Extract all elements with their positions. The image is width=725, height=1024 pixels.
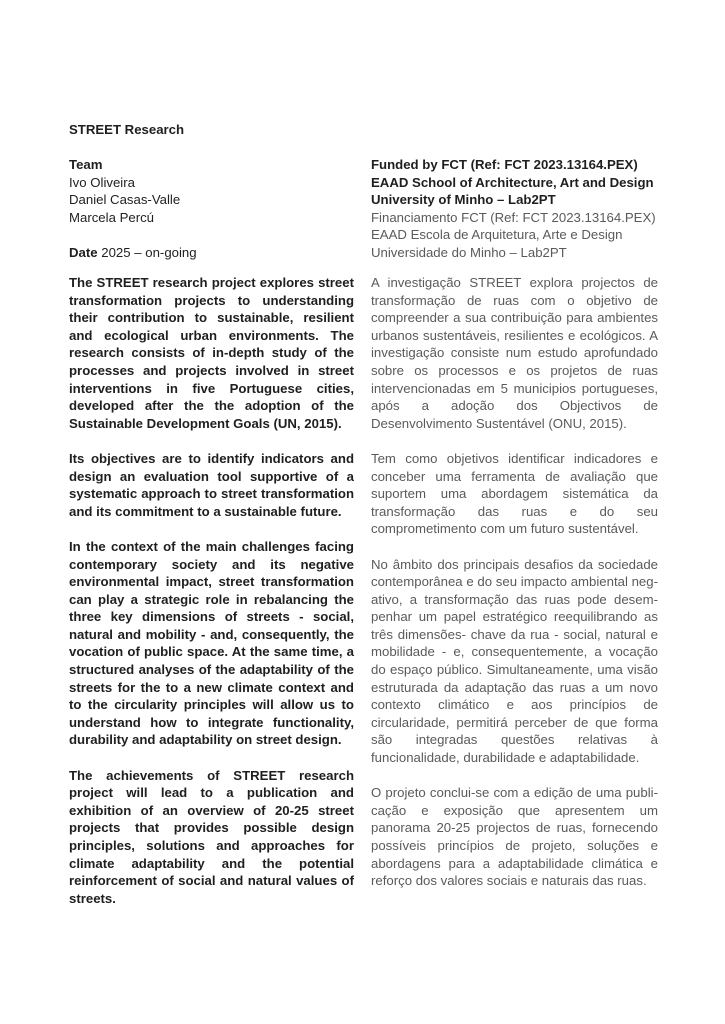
paragraph-pt-context: No âmbito dos principais desafios da sociedade contemporânea e do seu impacto ambiental negativo, a transformação das ruas pode desempenhar um papel estratégico reequilibrando as três dimensões- chave da rua - social, natural e mobilidade - e, consequentemente, a vocação do espaço público. Simultaneamente, uma visão estruturada da adaptação das ruas a um novo contexto climático e aos princípios de circularidade, permitirá perceber de que forma são integradas questões relativas à funcionalidade, durabilidade e adaptabilidade. [371,556,658,766]
funding-pt-line: EAAD Escola de Arquitetura, Arte e Design [371,227,623,243]
date-line [69,244,354,262]
paragraph-en-intro: The STREET research project explores street transformation projects to understanding their contribution to sustainable, resilient and ecological urban environments. The research consists of in-depth study of the processes and projects involved in street interventions in five Portuguese cities, developed after the the adoption of the Sustainable Development Goals (UN, 2015). [69,275,354,431]
body-english [69,274,354,925]
funding-en-line: EAAD School of Architecture, Art and Design [371,174,654,190]
team-member: Daniel Casas-Valle [69,192,181,208]
date-label: Date [69,245,98,261]
team-label: Team [69,157,103,173]
paragraph-pt-objectives: Tem como objetivos identificar indicadores e conceber uma ferramenta de avaliação que suportem uma abordagem sistemática da transformação das ruas e do seu comprometimento com um futuro sustentável. [371,450,658,537]
funding-en-line: University of Minho – Lab2PT [371,192,556,208]
paragraph-pt-achievements: O projeto conclui-se com a edição de uma publicação e exposição que apresentem um panorama 20-25 projectos de ruas, fornecendo possíveis princípios de projeto, soluções e abordagens para a adaptabilidade climática e reforço dos valores sociais e naturais das ruas. [371,785,658,889]
project-header [69,121,354,262]
funding-pt-line: Universidade do Minho – Lab2PT [371,244,567,260]
funding-pt-line: Financiamento FCT (Ref: FCT 2023.13164.PEX) [371,209,656,225]
paragraph-pt-intro: A investigação STREET explora projectos de transformação de ruas com o objetivo de compreender a sua contribuição para ambientes urbanos sustentáveis, resilientes e ecológicos. A investigação consiste num estudo aprofundado sobre os processos e os projetos de ruas intervencionadas em 5 municipios portugueses, após a adoção dos Objectivos de Desenvolvimento Sustentável (ONU, 2015). [371,275,658,431]
team-member: Ivo Oliveira [69,174,135,190]
paragraph-en-objectives: Its objectives are to identify indicators and design an evaluation tool supportive of a systematic approach to street transformation and its commitment to a sustainable future. [69,450,354,519]
funding-info [371,156,658,262]
funding-en-line: Funded by FCT (Ref: FCT 2023.13164.PEX) [371,157,638,172]
body-portuguese [371,274,658,907]
project-title: STREET Research [69,122,185,137]
paragraph-en-context: In the context of the main challenges facing contemporary society and its negative environmental impact, street transformation can play a strategic role in rebalancing the three key dimensions of streets - social, natural and mobility - and, consequently, the vocation of public space. At the same time, a structured analyses of the adaptability of the streets for the to a new climate context and to the circularity principles will allow us to understand how to integrate functionality, durability and adaptability on street design. [69,538,354,748]
paragraph-en-achievements: The achievements of STREET research project will lead to a publication and exhibition of an overview of 20-25 street projects that provides possible design principles, solutions and approaches for climate adaptability and the potential reinforcement of social and natural values of streets. [69,767,354,906]
team-member: Marcela Percú [69,209,155,225]
date-value: 2025 – on-going [101,245,197,261]
